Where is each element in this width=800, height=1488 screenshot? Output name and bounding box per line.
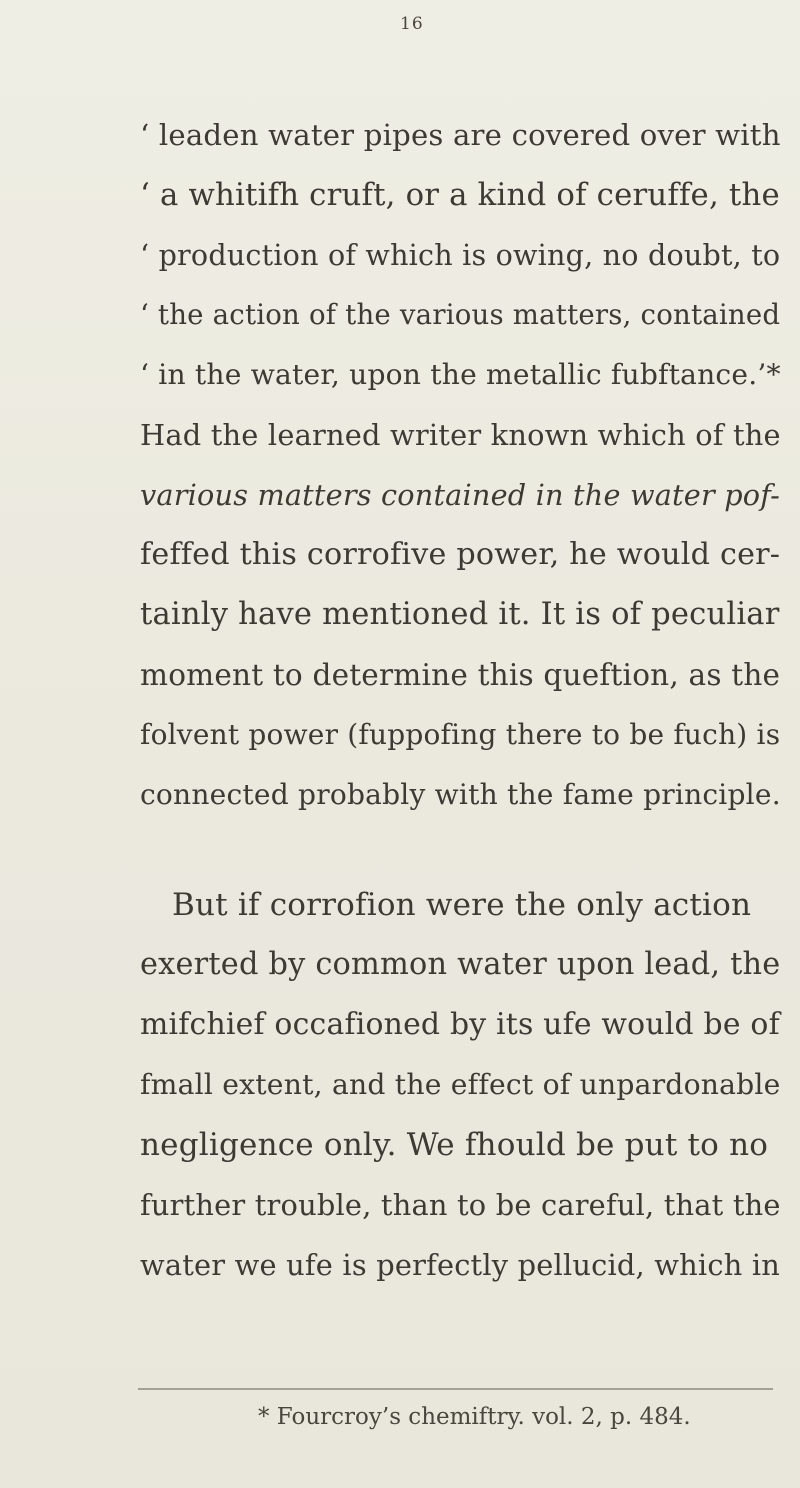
page-number: 16 bbox=[400, 14, 424, 34]
text-line: connected probably with the fame principle. bbox=[140, 778, 781, 811]
text-line: folvent power (fuppofing there to be fuch) is bbox=[140, 718, 781, 751]
text-line: fmall extent, and the effect of unpardonable bbox=[140, 1068, 781, 1101]
text-line: ‘ in the water, upon the metallic fubftance.’* bbox=[140, 358, 781, 391]
text-line: mifchief occafioned by its ufe would be of bbox=[140, 1007, 780, 1042]
text-line: moment to determine this queftion, as the bbox=[140, 658, 781, 692]
footnote-rule bbox=[138, 1388, 773, 1390]
text-line: negligence only. We fhould be put to no bbox=[140, 1127, 769, 1163]
text-line: tainly have mentioned it. It is of peculiar bbox=[140, 597, 780, 632]
text-line: further trouble, than to be careful, that the bbox=[140, 1188, 781, 1222]
text-line: feffed this corrofive power, he would cer- bbox=[140, 537, 781, 572]
text-line: ‘ the action of the various matters, contained bbox=[140, 298, 781, 331]
text-line: But if corrofion were the only action bbox=[172, 887, 752, 923]
text-line: exerted by common water upon lead, the bbox=[140, 947, 781, 982]
text-line: ‘ production of which is owing, no doubt, to bbox=[140, 238, 781, 272]
text-line: ‘ a whitifh cruft, or a kind of ceruffe, the bbox=[140, 177, 780, 213]
text-line: water we ufe is perfectly pellucid, which in bbox=[140, 1248, 781, 1282]
text-line: various matters contained in the water pof- bbox=[140, 478, 780, 512]
text-line: Had the learned writer known which of the bbox=[140, 418, 781, 452]
footnote: * Fourcroy’s chemiftry. vol. 2, p. 484. bbox=[258, 1404, 691, 1430]
text-line: ‘ leaden water pipes are covered over with bbox=[140, 118, 781, 152]
